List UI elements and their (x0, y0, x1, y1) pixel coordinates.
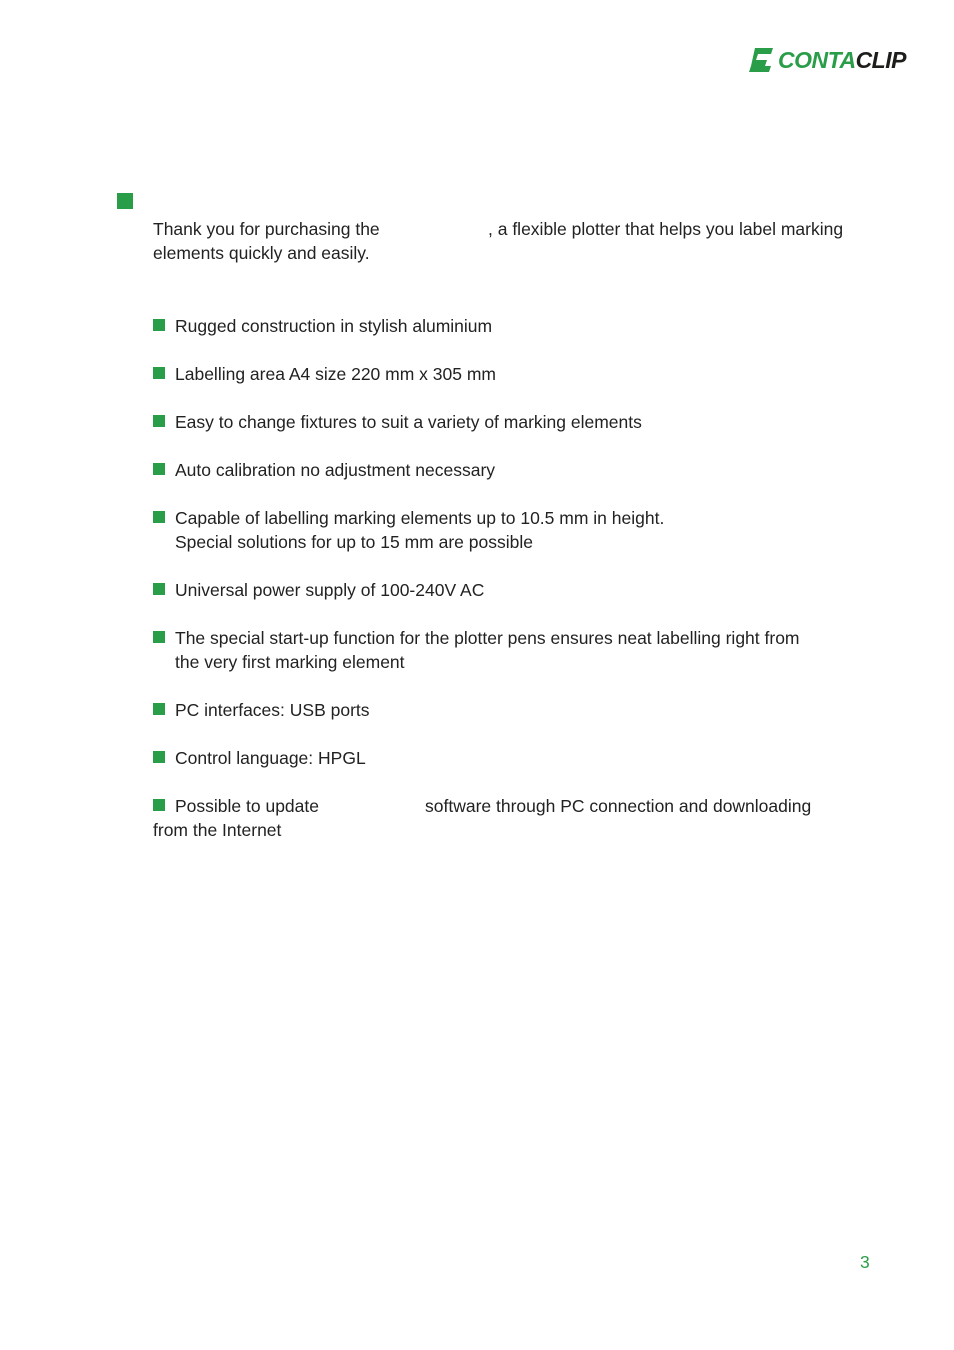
feature-bullet (153, 319, 165, 331)
feature-item-line: PC interfaces: USB ports (175, 700, 370, 720)
feature-item-line: Easy to change fixtures to suit a variety of marking elements (175, 412, 642, 432)
feature-item-line: the very first marking element (175, 652, 405, 672)
feature-item-line: Labelling area A4 size 220 mm x 305 mm (175, 364, 496, 384)
feature-item-line: Capable of labelling marking elements up to 10.5 mm in height. (175, 508, 665, 528)
feature-item-line: The special start-up function for the plotter pens ensures neat labelling right from (175, 628, 800, 648)
feature-item-line: Special solutions for up to 15 mm are possible (175, 532, 533, 552)
feature-item-line: software through PC connection and downloading (425, 796, 812, 816)
feature-item-line: Rugged construction in stylish aluminium (175, 316, 493, 336)
feature-item-line: from the Internet (153, 820, 282, 840)
intro-line-1-part-1: Thank you for purchasing the (153, 219, 380, 239)
conta-clip-logo-mark-icon (745, 46, 777, 74)
feature-bullet (153, 511, 165, 523)
logo-wordmark (778, 46, 906, 74)
intro-line-1-part-2: , a flexible plotter that helps you label marking (488, 219, 844, 239)
feature-item-line: Control language: HPGL (175, 748, 366, 768)
feature-bullet (153, 583, 165, 595)
feature-bullet (153, 751, 165, 763)
feature-bullet (153, 463, 165, 475)
feature-item-line: Universal power supply of 100-240V AC (175, 580, 485, 600)
conta-clip-logo (745, 44, 906, 76)
feature-bullet (153, 799, 165, 811)
feature-bullet (153, 631, 165, 643)
intro-line-2: elements quickly and easily. (153, 243, 370, 263)
feature-bullet (153, 367, 165, 379)
feature-bullet (153, 703, 165, 715)
feature-item-line: Auto calibration no adjustment necessary (175, 460, 496, 480)
section-marker (117, 193, 133, 209)
page-number: 3 (860, 1252, 870, 1272)
logo-text-conta: CONTA (778, 47, 856, 73)
logo-text-clip: CLIP (855, 47, 906, 73)
feature-bullet (153, 415, 165, 427)
feature-item-line: Possible to update (175, 796, 319, 816)
